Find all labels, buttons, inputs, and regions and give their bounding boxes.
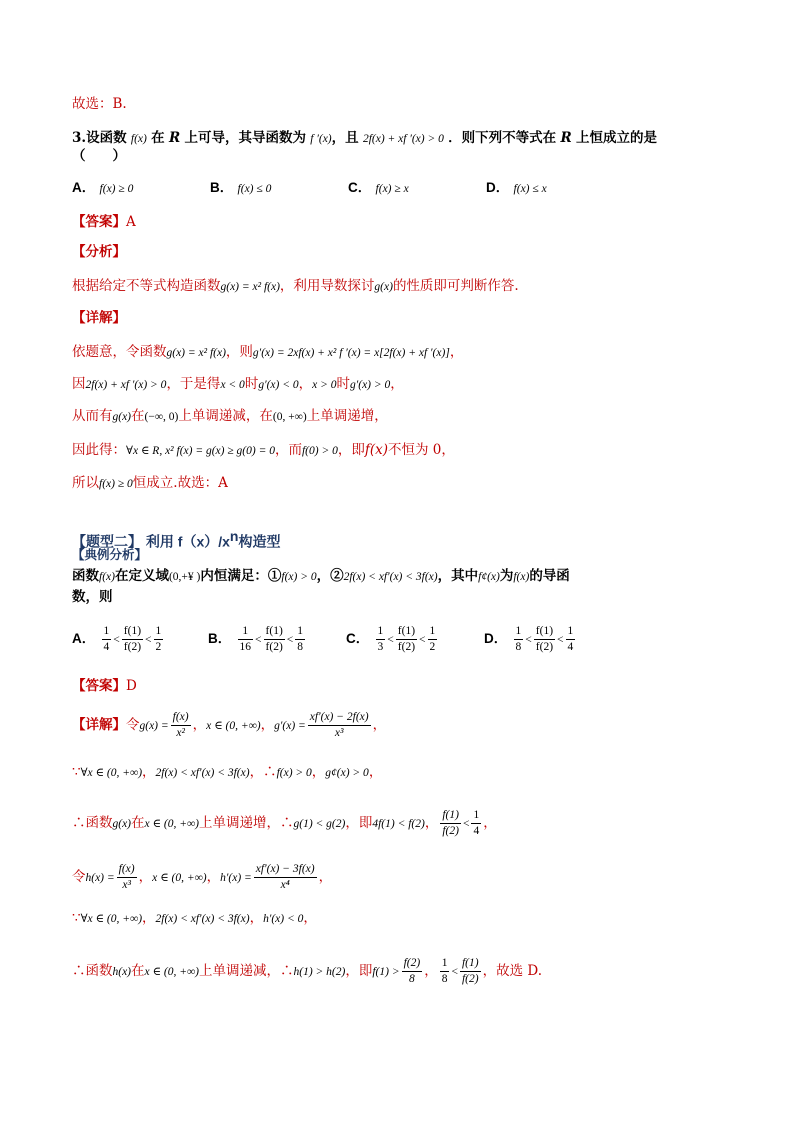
section-title: 【题型二】 利用 $f(x)/x^n$构造型 [72, 528, 281, 550]
frac: $\frac{1}{4}$ [103, 625, 110, 653]
t2-detail-line1: 【详解】令g(x) = $\frac{f(x)}{\text{x²}}$ ，x ∈ (0, +∞)，g′(x) = $\frac{xf'(x) - 2f(x)}{\text{x³}}$ ， [72, 711, 387, 739]
t2-option-c: C． $\frac{1}{3}$ < $\frac{f(1)}{f(2)}$ < $\frac{1}{2}$ [346, 625, 436, 653]
frac: $\frac{f(x)}{\text{x³}}$ [118, 863, 135, 891]
section-subtitle: 【典例分析】 [72, 548, 148, 562]
q3-option-a: A． f(x) ≥ 0 [72, 180, 134, 195]
frac: $\frac{f(1)}{f(2)}$ [123, 625, 142, 653]
frac: $\frac{1}{4}$ [567, 625, 574, 653]
q3-option-b: B． f(x) ≤ 0 [210, 180, 272, 195]
q3-answer: 【答案】A [72, 214, 136, 230]
t2-option-a: A． $\frac{1}{4}$ < $\frac{f(1)}{f(2)}$ < $\frac{1}{2}$ [72, 625, 162, 653]
prev-answer: 故选：B. [72, 96, 127, 112]
frac: $\frac{f(1)}{f(2)}$ [461, 957, 479, 985]
t2-option-b: B． $\frac{1}{16}$ < $\frac{f(1)}{f(2)}$ < $\frac{1}{8}$ [208, 625, 304, 653]
frac: $\frac{1}{16}$ [239, 625, 252, 653]
t2-detail-line2: ∵∀x ∈ (0, +∞)，2f(x) < xf′(x) < 3f(x)，∴f(x) > 0，g¢(x) > 0， [72, 764, 383, 780]
frac: $\frac{1}{3}$ [377, 625, 384, 653]
q3-detail-line3: 从而有g(x)在(−∞, 0)上单调递减，在(0, +∞)上单调递增， [72, 408, 388, 424]
frac: $\frac{1}{2}$ [429, 625, 436, 653]
q3-detail-line4: 因此得：∀x ∈ R, x² f(x) = g(x) ≥ g(0) = 0，而f(0) > 0，即f(x)不恒为 0， [72, 442, 455, 458]
problem-line1: 函数f(x)在定义域(0,+¥ )内恒满足：①f(x) > 0，②2f(x) < xf′(x) < 3f(x)，其中f¢(x)为f(x)的导函 [72, 568, 570, 584]
q3-detail-tag: 【详解】 [72, 310, 126, 326]
frac: $\frac{1}{8}$ [515, 625, 522, 653]
frac: $\frac{f(1)}{f(2)}$ [442, 809, 459, 837]
frac: $\frac{f(1)}{f(2)}$ [265, 625, 283, 653]
q3-detail-line5: 所以f(x) ≥ 0恒成立.故选：A [72, 475, 228, 491]
q3-option-d: D． f(x) ≤ x [486, 180, 547, 195]
t2-detail-line5: ∵∀x ∈ (0, +∞)，2f(x) < xf′(x) < 3f(x)，h′(x) < 0， [72, 910, 317, 926]
q3-detail-line2: 因2f(x) + xf ′(x) > 0，于是得x < 0时g′(x) < 0，x > 0时g′(x) > 0， [72, 376, 404, 392]
t2-detail-line6: ∴函数h(x)在x ∈ (0, +∞)上单调递减，∴h(1) > h(2)，即f(1) > $\frac{f(2)}{8}$ ， $\frac{1}{8}$ < $\frac{f(1)}{f(2)}$ ，故选 D. [72, 957, 543, 985]
q3-option-c: C． f(x) ≥ x [348, 180, 409, 195]
frac: $\frac{1}{4}$ [473, 809, 480, 837]
frac: $\frac{1}{8}$ [441, 957, 448, 985]
t2-detail-line3: ∴函数g(x)在x ∈ (0, +∞)上单调递增，∴g(1) < g(2)，即4f(1) < f(2)， $\frac{f(1)}{f(2)}$ < $\frac{1}{4}$ ， [72, 809, 497, 837]
problem-line2: 数，则 [72, 589, 113, 605]
frac: $\frac{f(x)}{\text{x²}}$ [172, 711, 189, 739]
frac: $\frac{1}{8}$ [297, 625, 304, 653]
frac: $\frac{f(2)}{8}$ [403, 957, 421, 985]
q3-paren: （ ） [72, 148, 126, 164]
t2-detail-line4: 令h(x) = $\frac{f(x)}{\text{x³}}$ ，x ∈ (0, +∞)，h′(x) = $\frac{xf'(x) - 3f(x)}{\text{x⁴}}$ ， [72, 863, 333, 891]
q3-analysis-tag: 【分析】 [72, 244, 126, 260]
t2-option-d: D． $\frac{1}{8}$ < $\frac{f(1)}{f(2)}$ < $\frac{1}{4}$ [484, 625, 574, 653]
frac: $\frac{f(1)}{f(2)}$ [397, 625, 416, 653]
frac: $\frac{1}{2}$ [155, 625, 162, 653]
frac: $\frac{xf'(x) - 2f(x)}{\text{x³}}$ [309, 711, 369, 739]
q3-stem-line1: 3.设函数 f(x) 在 R 上可导，其导函数为 f ′(x)，且 2f(x) + xf ′(x) > 0 ．则下列不等式在 R 上恒成立的是 [72, 130, 657, 146]
q3-detail-line1: 依题意，令函数g(x) = x² f(x)，则g′(x) = 2xf(x) + x² f ′(x) = x[2f(x) + xf ′(x)]， [72, 344, 464, 360]
q3-analysis: 根据给定不等式构造函数g(x) = x² f(x)，利用导数探讨g(x)的性质即可判断作答. [72, 278, 519, 294]
frac: $\frac{f(1)}{f(2)}$ [535, 625, 554, 653]
frac: $\frac{xf'(x) - 3f(x)}{\text{x⁴}}$ [255, 863, 315, 891]
t2-answer: 【答案】D [72, 678, 137, 694]
